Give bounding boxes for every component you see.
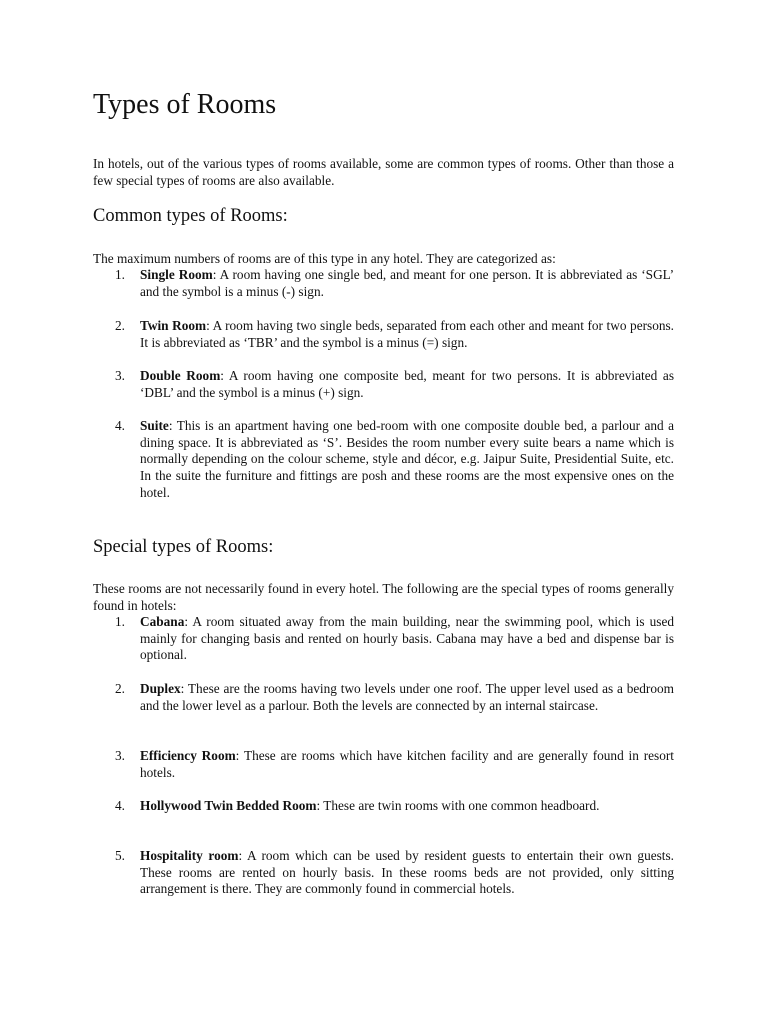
special-room-item-cabana [93, 614, 674, 664]
special-room-item-duplex [93, 681, 674, 714]
room-description: : A room which can be used by resident guests to entertain their own guests. These rooms are rented on hourly basis. In these rooms beds are not provided, only sitting arrangement is there. They are commonly found in commercial hotels. [140, 848, 674, 897]
room-term: Efficiency Room [140, 748, 236, 763]
room-term: Double Room [140, 368, 221, 383]
special-types-heading: Special types of Rooms: [93, 537, 274, 557]
room-description: : A room having one single bed, and meant for one person. It is abbreviated as ‘SGL’ and the symbol is a minus (-) sign. [140, 267, 675, 299]
room-description: : A room having two single beds, separated from each other and meant for two persons. It is abbreviated as ‘TBR’ and the symbol is a minus (=) sign. [140, 318, 674, 350]
list-number: 5. [115, 848, 125, 863]
common-room-item-single [93, 267, 674, 300]
list-number: 2. [115, 318, 125, 333]
list-number: 1. [115, 267, 125, 282]
list-number: 4. [115, 418, 125, 433]
list-number: 2. [115, 681, 125, 696]
room-description: : These are the rooms having two levels under one roof. The upper level used as a bedroom and the lower level as a parlour. Both the levels are connected by an internal staircase. [140, 681, 674, 713]
special-room-item-hollywood [93, 798, 674, 815]
room-term: Hospitality room [140, 848, 239, 863]
list-number: 3. [115, 368, 125, 383]
list-number: 4. [115, 798, 125, 813]
room-term: Duplex [140, 681, 181, 696]
special-types-intro: These rooms are not necessarily found in every hotel. The following are the special types of rooms generally found in hotels: [93, 581, 674, 613]
common-types-heading: Common types of Rooms: [93, 206, 288, 226]
intro-paragraph: In hotels, out of the various types of rooms available, some are common types of rooms. Other than those a few special types of rooms are also available. [93, 156, 674, 188]
special-room-item-efficiency [93, 748, 674, 781]
room-term: Single Room [140, 267, 213, 282]
room-term: Cabana [140, 614, 185, 629]
room-term: Hollywood Twin Bedded Room [140, 798, 317, 813]
room-description: : This is an apartment having one bed-room with one composite double bed, a parlour and a dining space. It is abbreviated as ‘S’. Besides the room number every suite bears a name which is normally depending on the colour scheme, style and décor, e.g. Jaipur Suite, Presidential Suite, etc. In the suite the furniture and fittings are posh and these rooms are the most expensive ones on the hotel. [140, 418, 674, 500]
list-number: 1. [115, 614, 125, 629]
room-description: : These are rooms which have kitchen facility and are generally found in resort hotels. [140, 748, 674, 780]
common-types-intro: The maximum numbers of rooms are of this type in any hotel. They are categorized as: [93, 251, 556, 266]
common-room-item-suite [93, 418, 674, 502]
list-number: 3. [115, 748, 125, 763]
common-room-item-twin [93, 318, 674, 351]
special-room-item-hospitality [93, 848, 674, 898]
room-description: : These are twin rooms with one common headboard. [316, 798, 600, 813]
room-term: Twin Room [140, 318, 207, 333]
page-title: Types of Rooms [93, 89, 277, 120]
room-description: : A room situated away from the main building, near the swimming pool, which is used mainly for changing basis and rented on hourly basis. Cabana may have a bed and dispense bar is optional. [140, 614, 674, 663]
common-room-item-double [93, 368, 674, 401]
room-term: Suite [140, 418, 169, 433]
room-description: : A room having one composite bed, meant for two persons. It is abbreviated as ‘DBL’ and the symbol is a minus (+) sign. [140, 368, 674, 400]
